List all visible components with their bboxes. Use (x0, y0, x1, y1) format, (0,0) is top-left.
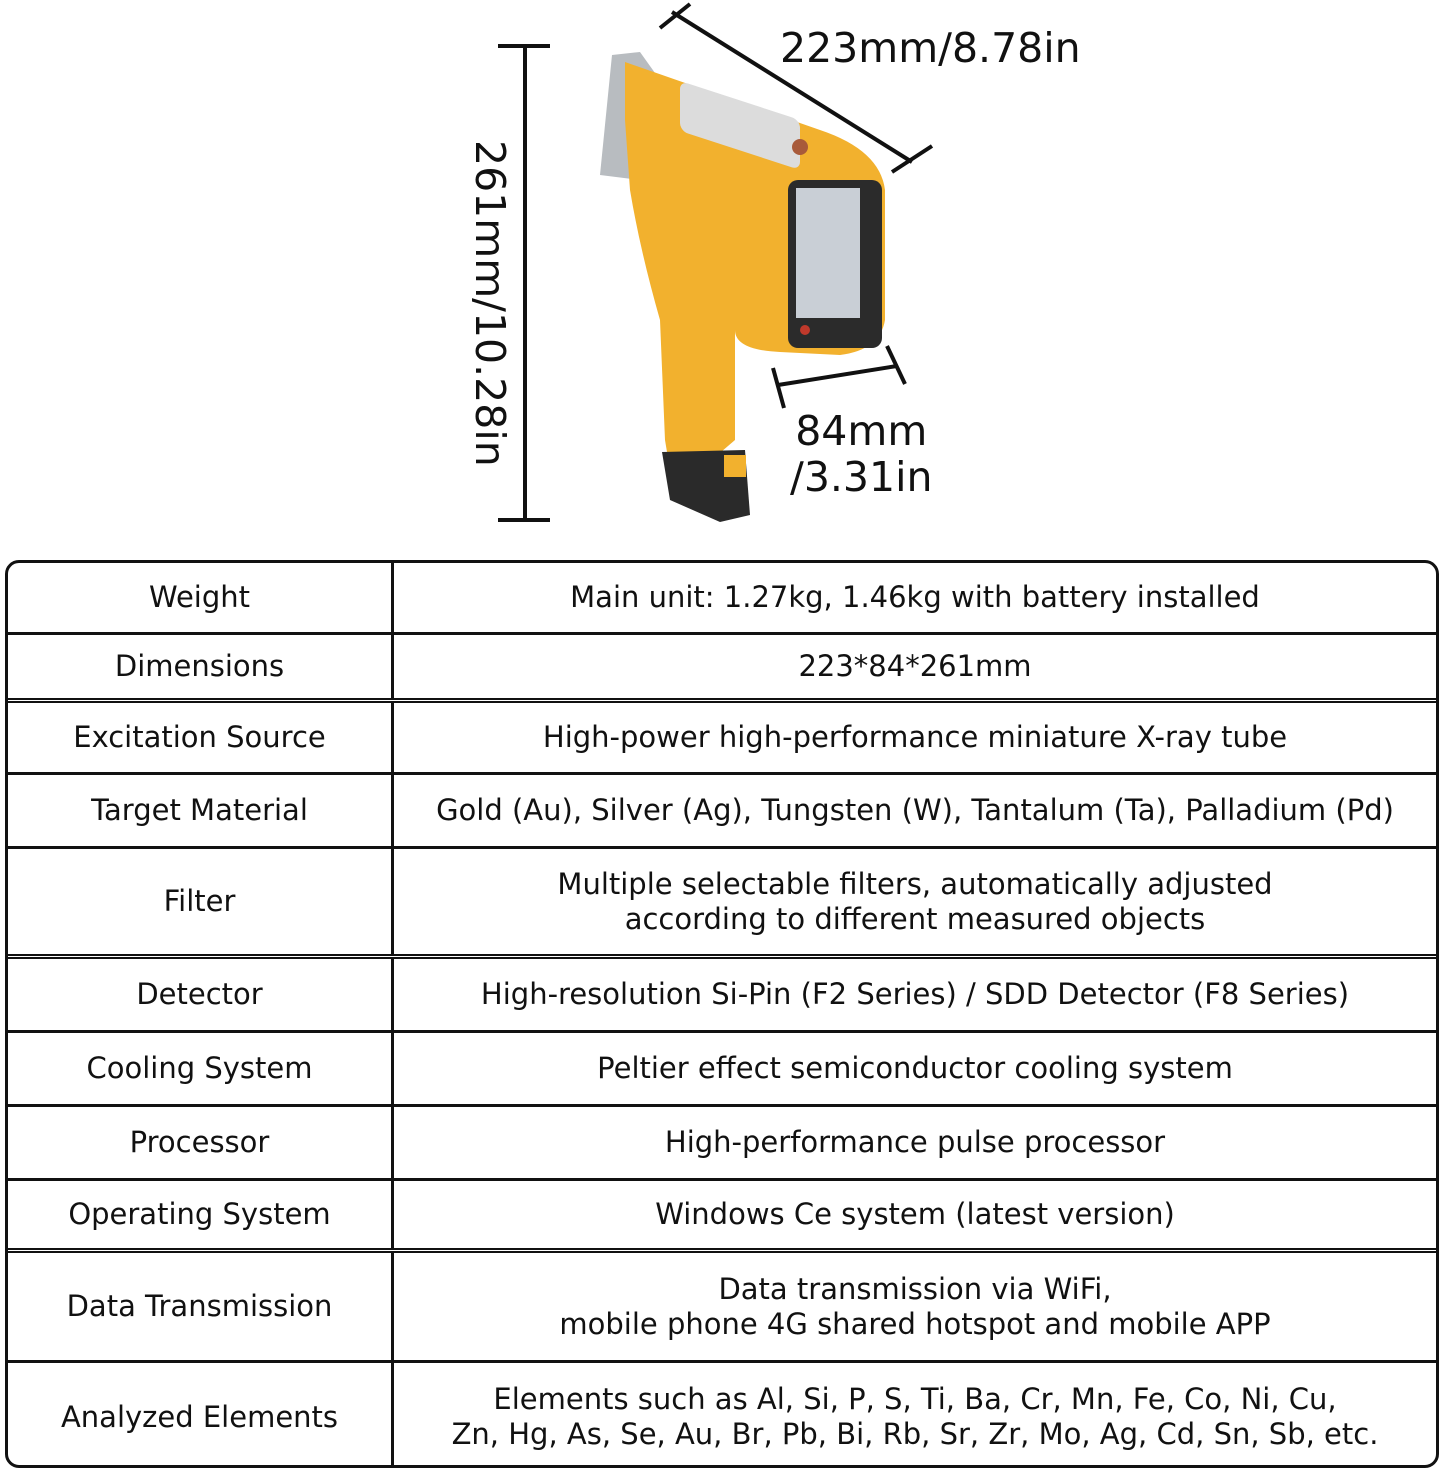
spec-table (5, 560, 1439, 1468)
spec-value: High-power high-performance miniature X-ray tube (542, 720, 1288, 754)
table-row (8, 1363, 1436, 1468)
spec-value: Peltier effect semiconductor cooling system (597, 1051, 1233, 1085)
table-row (8, 1107, 1436, 1181)
table-row (8, 563, 1436, 635)
spec-value: Data transmission via WiFi, mobile phone 4G shared hotspot and mobile APP (559, 1271, 1271, 1341)
spec-label: Weight (8, 563, 394, 632)
table-row (8, 703, 1436, 775)
width-dimension-label (790, 408, 932, 500)
table-row (8, 959, 1436, 1033)
spec-label: Filter (8, 849, 394, 954)
product-illustration (0, 0, 1446, 560)
spec-value: Elements such as Al, Si, P, S, Ti, Ba, Cr, Mn, Fe, Co, Ni, Cu, Zn, Hg, As, Se, Au, Br, Pb, Bi, Rb, Sr, Zr, Mo, Ag, Cd, Sn, Sb, etc. (451, 1382, 1379, 1451)
table-row (8, 1181, 1436, 1253)
table-row (8, 775, 1436, 849)
spec-label: Dimensions (8, 635, 394, 698)
height-dimension-label: 261mm/10.28in (466, 140, 514, 467)
spec-label: Analyzed Elements (8, 1363, 394, 1468)
spec-value: Gold (Au), Silver (Ag), Tungsten (W), Tantalum (Ta), Palladium (Pd) (436, 793, 1394, 827)
width-in: /3.31in (790, 453, 933, 501)
table-row (8, 1033, 1436, 1107)
width-mm: 84mm (795, 407, 928, 455)
spec-value: Multiple selectable filters, automatically adjusted according to different measured objects (557, 866, 1273, 936)
spec-value: Main unit: 1.27kg, 1.46kg with battery installed (570, 580, 1260, 614)
spec-label: Excitation Source (8, 703, 394, 772)
spec-value: High-resolution Si-Pin (F2 Series) / SDD Detector (F8 Series) (480, 977, 1350, 1011)
spec-label: Processor (8, 1107, 394, 1178)
spec-label: Data Transmission (8, 1253, 394, 1360)
table-row (8, 635, 1436, 703)
length-dimension-label: 223mm/8.78in (780, 24, 1081, 72)
spec-label: Cooling System (8, 1033, 394, 1104)
spec-label: Operating System (8, 1181, 394, 1248)
spec-label: Detector (8, 959, 394, 1030)
spec-value: Windows Ce system (latest version) (655, 1197, 1175, 1231)
spec-value: 223*84*261mm (798, 649, 1032, 683)
spec-label: Target Material (8, 775, 394, 846)
table-row (8, 1253, 1436, 1363)
spec-value: High-performance pulse processor (664, 1125, 1166, 1159)
table-row (8, 849, 1436, 959)
